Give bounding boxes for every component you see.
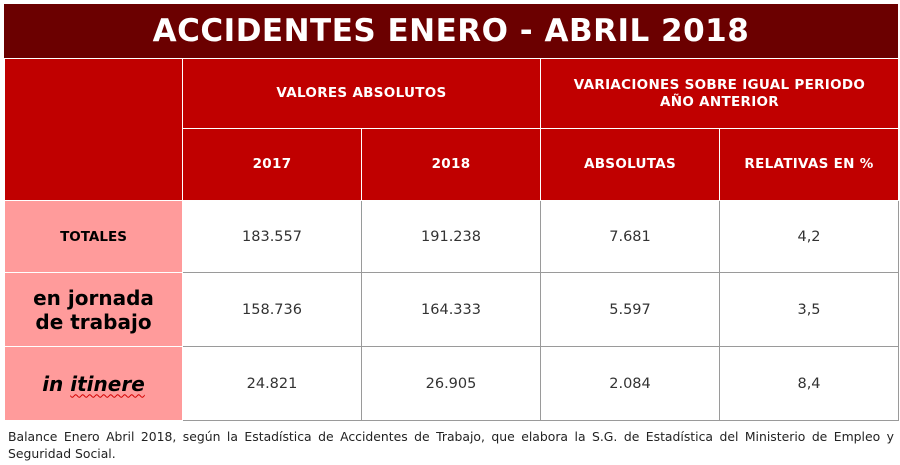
header-variaciones-line1: VARIACIONES SOBRE IGUAL PERIODO: [573, 76, 866, 93]
cell-jornada-relativas: 3,5: [720, 273, 899, 347]
cell-jornada-absolutas: 5.597: [541, 273, 720, 347]
cell-totales-2018: 191.238: [362, 201, 541, 273]
cell-totales-2017: 183.557: [183, 201, 362, 273]
row-label-itinere-part2: itinere: [70, 371, 145, 396]
row-label-totales: TOTALES: [5, 201, 183, 273]
cell-totales-relativas: 4,2: [720, 201, 899, 273]
cell-itinere-2018: 26.905: [362, 347, 541, 421]
row-label-jornada: [5, 273, 183, 347]
row-label-itinere-part1: in: [42, 371, 71, 396]
header-valores-absolutos: VALORES ABSOLUTOS: [183, 59, 541, 129]
header-relativas: RELATIVAS EN %: [720, 129, 899, 201]
header-corner: [5, 59, 183, 201]
cell-itinere-relativas: 8,4: [720, 347, 899, 421]
table-title: ACCIDENTES ENERO - ABRIL 2018: [4, 4, 898, 58]
row-label-jornada-line2: de trabajo: [35, 309, 152, 334]
cell-jornada-2017: 158.736: [183, 273, 362, 347]
cell-itinere-absolutas: 2.084: [541, 347, 720, 421]
footnote: Balance Enero Abril 2018, según la Estadística de Accidentes de Trabajo, que elabora la S.G. de Estadística del Ministerio de Empleo y Seguridad Social.: [8, 429, 894, 461]
accidents-table: [4, 58, 899, 421]
row-label-jornada-line1: en jornada: [33, 285, 154, 310]
row-label-itinere: [5, 347, 183, 421]
cell-jornada-2018: 164.333: [362, 273, 541, 347]
table-row-jornada: [5, 273, 899, 347]
header-variaciones: [541, 59, 899, 129]
table-row-itinere: [5, 347, 899, 421]
cell-totales-absolutas: 7.681: [541, 201, 720, 273]
header-absolutas: ABSOLUTAS: [541, 129, 720, 201]
header-2017: 2017: [183, 129, 362, 201]
header-variaciones-line2: AÑO ANTERIOR: [660, 93, 779, 110]
table-row-totales: [5, 201, 899, 273]
cell-itinere-2017: 24.821: [183, 347, 362, 421]
header-2018: 2018: [362, 129, 541, 201]
